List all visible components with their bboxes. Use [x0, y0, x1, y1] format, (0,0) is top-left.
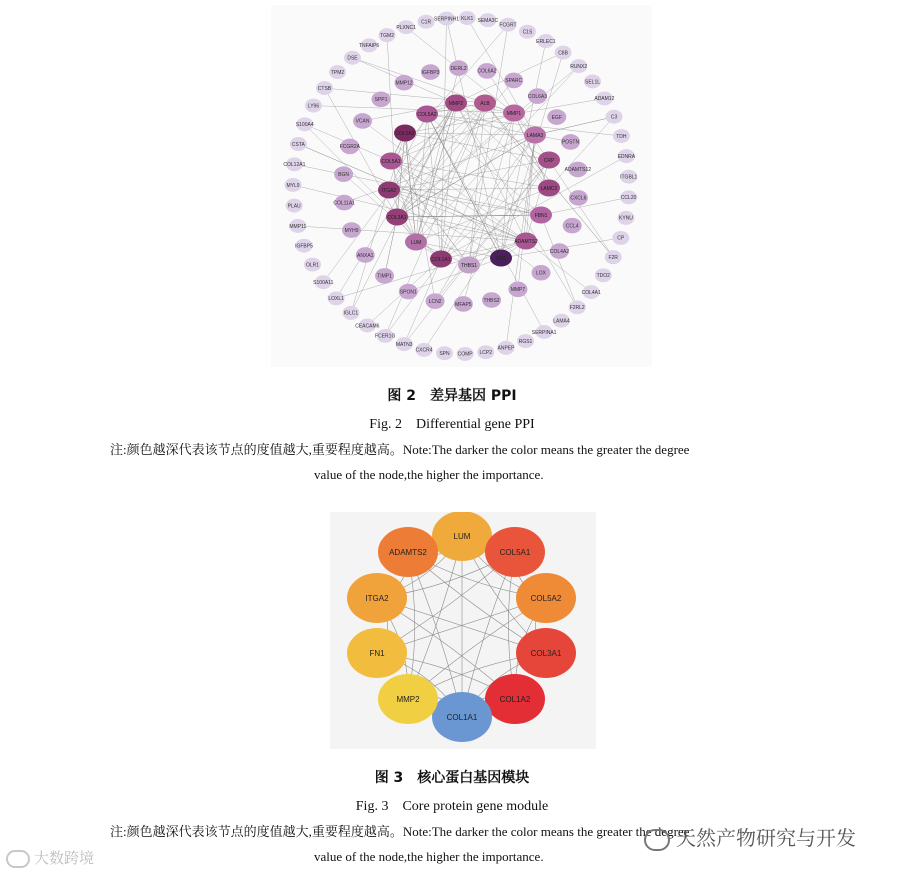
ppi-node: [394, 125, 416, 142]
core-node-label: LUM: [453, 532, 471, 541]
ppi-node-label: PLXNC1: [396, 25, 416, 32]
ppi-node: [561, 134, 580, 150]
ppi-node: [524, 127, 546, 144]
ppi-node: [290, 137, 307, 151]
ppi-node-label: ALB: [480, 100, 490, 107]
ppi-node-label: ERLEC1: [536, 38, 556, 45]
ppi-node: [530, 207, 552, 224]
core-node-label: COL5A2: [530, 594, 562, 603]
ppi-node: [295, 239, 313, 253]
ppi-node-label: CRP: [543, 157, 555, 164]
core-node: [516, 628, 576, 678]
ppi-node: [499, 18, 516, 32]
ppi-edge: [389, 160, 549, 190]
ppi-node-label: ITGBL1: [620, 174, 638, 181]
ppi-node: [356, 247, 375, 263]
ppi-node: [418, 15, 435, 29]
ppi-node-label: ITGA2: [381, 187, 397, 194]
figure3-note-line2: value of the node,the higher the importance.: [314, 849, 544, 864]
ppi-node-label: SPP1: [374, 97, 388, 104]
ppi-node-label: TPM2: [330, 69, 345, 76]
ppi-node: [477, 345, 494, 359]
ppi-node-label: ADAMTS2: [514, 238, 538, 245]
ppi-node: [620, 190, 637, 204]
ppi-node: [329, 65, 346, 79]
core-node: [485, 674, 545, 724]
wechat-icon: [644, 829, 670, 851]
ppi-node: [555, 46, 572, 60]
ppi-node-label: COL1A2: [395, 130, 415, 137]
ppi-node: [617, 211, 634, 225]
ppi-node-label: CP: [617, 235, 625, 242]
ppi-node-label: LAMC2: [540, 185, 558, 192]
core-node-label: ITGA2: [365, 594, 389, 603]
ppi-node: [532, 265, 551, 281]
ppi-node: [328, 291, 345, 305]
ppi-node: [490, 250, 512, 267]
ppi-node-label: FCER1G: [375, 333, 396, 340]
ppi-node: [605, 250, 622, 264]
ppi-node-label: COL6A3: [527, 93, 548, 100]
ppi-node-label: COL5A2: [417, 111, 437, 118]
ppi-node: [285, 178, 302, 192]
ppi-node: [538, 152, 560, 169]
ppi-node: [421, 64, 440, 80]
watermark-right: [644, 822, 856, 851]
ppi-edge: [389, 190, 501, 258]
ppi-node: [478, 13, 499, 27]
ppi-node-label: CEACAM6: [355, 323, 380, 330]
ppi-node-label: S100A11: [313, 280, 334, 287]
ppi-node: [508, 282, 527, 298]
ppi-node-label: MMP2: [448, 100, 464, 107]
ppi-node-label: COL5A1: [381, 158, 401, 165]
ppi-node: [459, 11, 476, 25]
ppi-node-label: ANPEP: [497, 345, 515, 352]
ppi-node-label: S100A4: [295, 122, 314, 129]
ppi-network-figure: [271, 5, 652, 367]
core-node-label: COL1A2: [499, 695, 531, 704]
ppi-node: [517, 334, 534, 348]
core-node: [432, 692, 492, 742]
ppi-node-label: MMP7: [510, 287, 526, 294]
ppi-node-label: SERPINH1: [434, 16, 460, 23]
watermark-left-text: 大数跨境: [34, 849, 95, 867]
ppi-node-label: COMP: [457, 351, 473, 358]
ppi-node: [430, 251, 452, 268]
ppi-node-label: F2R: [608, 254, 618, 261]
ppi-node-label: IGLC1: [343, 310, 359, 317]
ppi-node: [380, 153, 402, 170]
ppi-node-label: SPARC: [505, 78, 523, 85]
figure2-note-line2: value of the node,the higher the importance.: [314, 467, 544, 482]
figure2-caption-en: Fig. 2 Differential gene PPI: [369, 417, 535, 432]
ppi-node-label: DSE: [347, 55, 358, 62]
ppi-node: [570, 59, 587, 73]
ppi-node-label: TIMP1: [377, 273, 392, 280]
ppi-node-label: LAMA3: [526, 132, 544, 139]
ppi-node-label: MYL9: [286, 182, 300, 189]
core-node: [347, 628, 407, 678]
ppi-node: [313, 275, 333, 289]
ppi-node-label: THBS2: [483, 297, 500, 304]
ppi-node: [503, 105, 525, 122]
ppi-node-label: CXCL6: [570, 195, 587, 202]
core-node: [432, 512, 492, 561]
figure3-note-line1: 注:颜色越深代表该节点的度值越大,重要程度越高。Note:The darker the color means the greater the degree: [110, 824, 690, 839]
ppi-node: [289, 219, 306, 233]
ppi-node: [458, 257, 480, 274]
ppi-node: [482, 292, 501, 308]
ppi-node: [359, 38, 380, 52]
ppi-edge: [405, 133, 435, 301]
ppi-node: [333, 195, 355, 211]
ppi-node-label: LOXL1: [328, 296, 344, 303]
ppi-node: [340, 139, 361, 155]
ppi-node: [395, 75, 414, 91]
ppi-node-label: SPON1: [399, 289, 417, 296]
ppi-node: [474, 95, 496, 112]
ppi-node: [620, 170, 637, 184]
ppi-node: [595, 268, 612, 282]
core-node: [378, 674, 438, 724]
ppi-node: [434, 12, 459, 26]
ppi-node: [426, 293, 445, 309]
ppi-edge: [469, 25, 508, 265]
core-node: [516, 573, 576, 623]
ppi-node: [454, 296, 473, 312]
ppi-node-label: LY96: [307, 103, 320, 110]
ppi-node-label: FCGRT: [499, 22, 517, 29]
core-node-label: COL3A1: [530, 649, 562, 658]
ppi-node-label: COL11A1: [333, 200, 355, 207]
ppi-node-label: MMP12: [395, 80, 413, 87]
ppi-node-label: LUM: [410, 239, 422, 246]
core-node: [378, 527, 438, 577]
ppi-node: [477, 63, 496, 79]
ppi-node-label: OLR1: [305, 262, 320, 269]
ppi-node-label: F2RL2: [569, 305, 585, 312]
ppi-node-label: RGS1: [518, 338, 533, 345]
ppi-node: [304, 258, 321, 272]
ppi-node-label: LCP2: [479, 349, 493, 356]
ppi-node: [504, 73, 523, 89]
ppi-node-label: KLK1: [461, 15, 474, 22]
ppi-node-label: SEL1L: [585, 79, 601, 86]
watermark-left: [6, 847, 94, 868]
ppi-node-label: MATN3: [395, 341, 413, 348]
ppi-node: [342, 306, 359, 320]
ppi-node-label: CSTA: [291, 141, 305, 148]
ppi-node: [375, 329, 395, 343]
ppi-node-label: FN1: [496, 255, 506, 262]
ppi-node-label: CXCR4: [415, 347, 433, 354]
ppi-node-label: IGFBP3: [421, 69, 440, 76]
ppi-node-label: SPN: [439, 350, 450, 357]
ppi-node: [396, 337, 413, 351]
watermark-right-text: 天然产物研究与开发: [676, 826, 856, 850]
ppi-node-label: ADAM12: [594, 96, 615, 103]
ppi-node-label: EDNRA: [617, 153, 636, 160]
ppi-node: [296, 117, 314, 131]
ppi-node: [582, 285, 601, 299]
ppi-node-label: LCN2: [428, 298, 442, 305]
ppi-node-label: C1S: [522, 29, 533, 36]
ppi-node: [618, 149, 636, 163]
watermark-logo-icon: [6, 850, 30, 868]
ppi-node: [532, 325, 557, 339]
ppi-node: [405, 234, 427, 251]
core-node-label: MMP2: [396, 695, 420, 704]
ppi-node: [283, 157, 305, 171]
ppi-node: [286, 199, 303, 213]
ppi-node: [344, 51, 361, 65]
ppi-node-label: PLAU: [287, 203, 301, 210]
ppi-node: [457, 347, 474, 361]
ppi-node: [445, 95, 467, 112]
ppi-node-label: TDH: [616, 133, 627, 140]
ppi-node: [538, 180, 560, 197]
ppi-node: [334, 166, 353, 182]
ppi-node: [547, 109, 566, 125]
core-module-figure: [330, 512, 596, 749]
ppi-node-label: VCAN: [355, 118, 370, 125]
ppi-node-label: COL1A1: [431, 256, 451, 263]
ppi-node: [565, 162, 592, 178]
ppi-node-label: TGM2: [380, 32, 394, 39]
figure3-caption-en: Fig. 3 Core protein gene module: [355, 799, 549, 814]
ppi-node: [416, 343, 433, 357]
ppi-node-label: IGFBP5: [295, 243, 313, 250]
core-node-label: FN1: [369, 649, 385, 658]
ppi-node: [569, 300, 586, 314]
ppi-node: [612, 231, 629, 245]
ppi-node: [584, 75, 601, 89]
ppi-node: [528, 88, 547, 104]
ppi-node-label: BGN: [338, 171, 350, 178]
ppi-node-label: COL4A2: [549, 248, 570, 255]
ppi-node: [316, 81, 333, 95]
ppi-edge: [408, 258, 501, 292]
figure2-note-line1: 注:颜色越深代表该节点的度值越大,重要程度越高。Note:The darker the color means the greater the degree: [110, 442, 690, 457]
ppi-node-label: MYH9: [344, 227, 359, 234]
ppi-node-label: SEMA3C: [477, 17, 499, 24]
ppi-node-label: FCGR2A: [339, 144, 360, 151]
ppi-node-label: MMP1: [506, 110, 522, 117]
ppi-node: [379, 28, 396, 42]
ppi-node-label: C8B: [558, 50, 568, 57]
ppi-node-label: MFAP5: [455, 301, 472, 308]
ppi-node-label: CCL20: [620, 195, 637, 202]
ppi-node: [569, 190, 588, 206]
ppi-node-label: KYNU: [618, 215, 633, 222]
ppi-node: [378, 182, 400, 199]
ppi-node-label: LOX: [536, 270, 547, 277]
core-node-label: COL1A1: [446, 713, 478, 722]
core-node-label: ADAMTS2: [389, 548, 427, 557]
ppi-node: [606, 110, 623, 124]
ppi-node-label: RUNX2: [570, 63, 588, 70]
ppi-node: [353, 113, 372, 129]
ppi-node-label: C1R: [421, 19, 432, 26]
ppi-node: [449, 60, 468, 76]
ppi-node-label: DERL2: [450, 65, 467, 72]
ppi-node-label: COL12A1: [283, 162, 306, 169]
ppi-node-label: COL6A2: [477, 68, 497, 75]
figure2-caption-cn: 图 2 差异基因 PPI: [387, 388, 517, 404]
ppi-node: [416, 106, 438, 123]
ppi-edge: [385, 217, 397, 276]
ppi-node-label: ANXA1: [357, 252, 374, 259]
ppi-node: [436, 346, 453, 360]
ppi-node-label: LAMA4: [553, 318, 570, 325]
ppi-node: [399, 284, 418, 300]
core-node: [485, 527, 545, 577]
ppi-node-label: TDO2: [596, 273, 610, 280]
ppi-node: [594, 91, 614, 105]
ppi-node-label: POSTN: [561, 139, 580, 146]
ppi-node-label: SERPINA1: [531, 329, 557, 336]
ppi-node-label: EGF: [551, 114, 562, 121]
core-node: [347, 573, 407, 623]
ppi-node: [563, 218, 582, 234]
ppi-node-label: C3: [610, 114, 618, 121]
ppi-node: [375, 268, 394, 284]
ppi-node-label: COL3A1: [387, 214, 407, 221]
ppi-node-label: THBS1: [460, 262, 478, 269]
ppi-node-label: MMP11: [289, 223, 307, 230]
ppi-node: [553, 314, 570, 328]
ppi-node: [497, 341, 515, 355]
ppi-node-label: CCL4: [565, 223, 579, 230]
core-node-label: COL5A1: [499, 548, 531, 557]
ppi-node: [550, 243, 569, 259]
ppi-node: [305, 99, 322, 113]
ppi-node: [386, 209, 408, 226]
ppi-node-label: ADAMTS12: [564, 167, 592, 174]
ppi-node-label: CTSB: [317, 85, 332, 92]
ppi-node: [355, 319, 379, 333]
ppi-node: [342, 222, 361, 238]
core-nodes: [347, 512, 576, 742]
ppi-node-label: COL4A1: [581, 289, 601, 296]
ppi-node: [613, 129, 630, 143]
ppi-node: [371, 91, 390, 107]
ppi-node: [536, 34, 556, 48]
ppi-node: [519, 25, 536, 39]
ppi-node-label: FBN1: [534, 212, 548, 219]
ppi-node-label: TNFAIP6: [358, 43, 380, 50]
ppi-node: [396, 20, 416, 34]
figure3-caption-cn: 图 3 核心蛋白基因模块: [374, 770, 530, 786]
